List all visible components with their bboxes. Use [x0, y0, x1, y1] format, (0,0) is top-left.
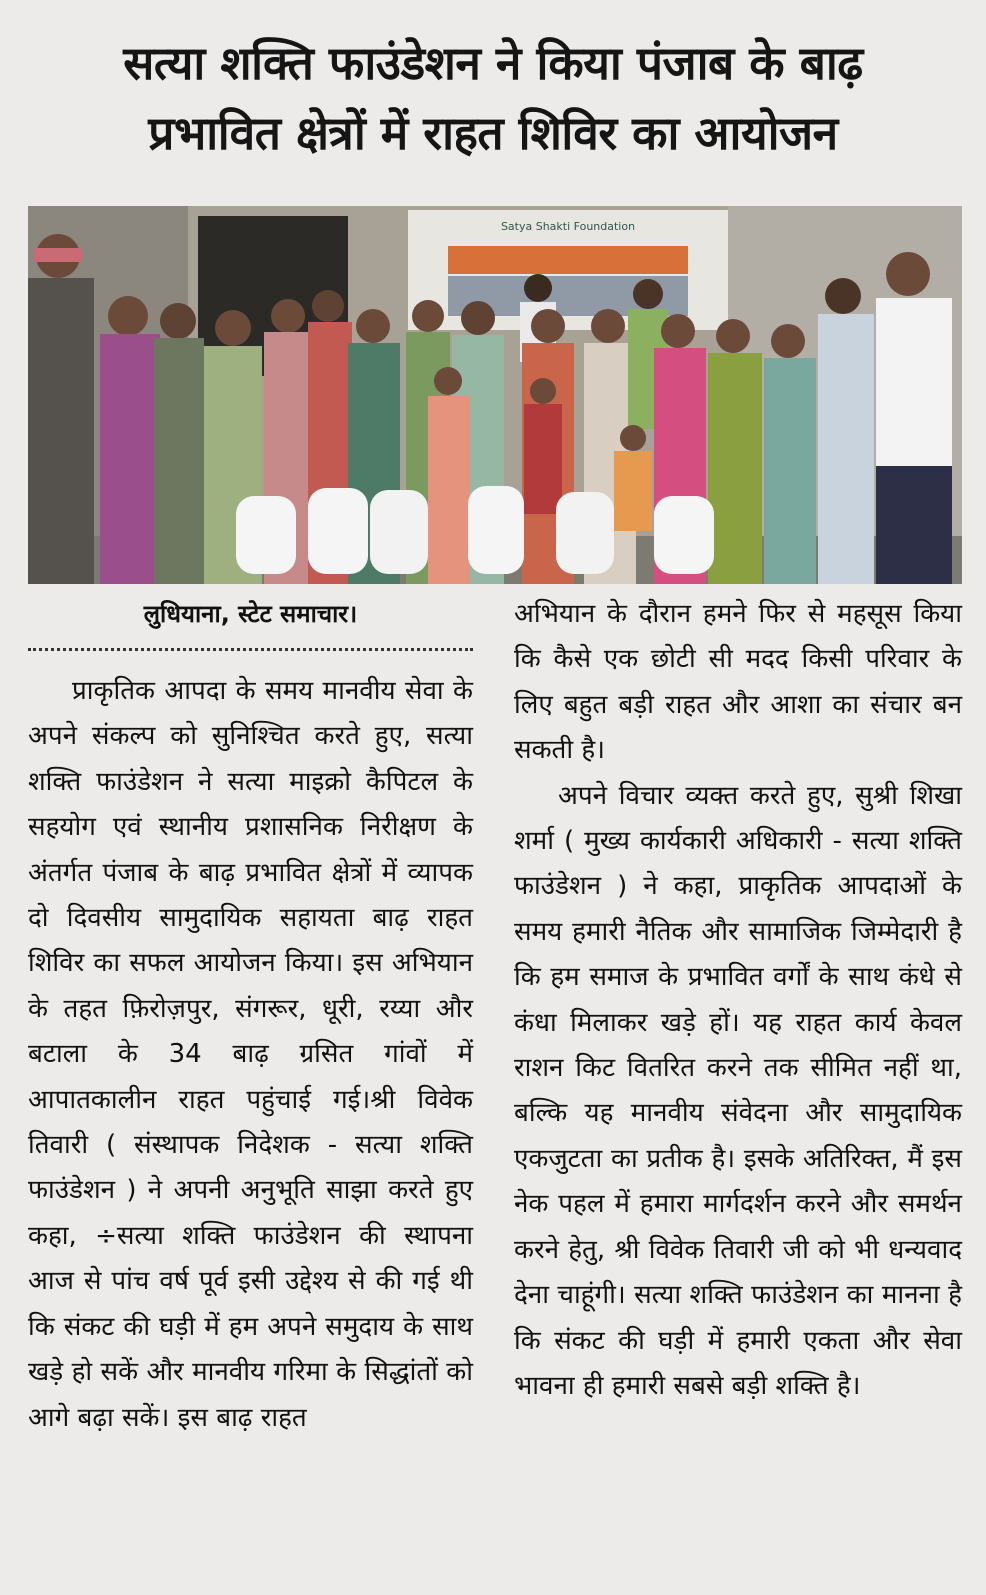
headline-line-2: प्रभावित क्षेत्रों में राहत शिविर का आयोजन — [148, 106, 838, 160]
headline-line-1: सत्या शक्ति फाउंडेशन ने किया पंजाब के बाढ़ — [123, 36, 863, 90]
banner-text: Satya Shakti Foundation — [500, 220, 636, 233]
dateline: लुधियाना, स्टेट समाचार। — [143, 600, 358, 628]
article-paragraph-2: अभियान के दौरान हमने फिर से महसूस किया कि कैसे एक छोटी सी मदद किसी परिवार के लिए बहुत बड़ी राहत और आशा का संचार बन सकती है। — [514, 599, 962, 766]
relief-camp-photo-illustration — [28, 206, 962, 584]
dotted-divider — [28, 648, 473, 651]
headline — [20, 28, 966, 168]
news-photo — [28, 206, 962, 584]
article-paragraph-1: प्राकृतिक आपदा के समय मानवीय सेवा के अपने संकल्प को सुनिश्चित करते हुए, सत्या शक्ति फाउंडेशन ने सत्या माइक्रो कैपिटल के सहयोग एवं स्थानीय प्रशासनिक निरीक्षण के अंतर्गत पंजाब के बाढ़ प्रभावित क्षेत्रों में व्यापक दो दिवसीय सामुदायिक सहायता बाढ़ राहत शिविर का सफल आयोजन किया। इस अभियान के तहत फ़िरोज़पुर, संगरूर, धूरी, रय्या और बटाला के 34 बाढ़ ग्रसित गांवों में आपातकालीन राहत पहुंचाई गई।श्री विवेक तिवारी ( संस्थापक निदेशक - सत्या शक्ति फाउंडेशन ) ने अपनी अनुभूति साझा करते हुए कहा, ÷सत्या शक्ति फाउंडेशन की स्थापना आज से पांच वर्ष पूर्व इसी उद्देश्य से की गई थी कि संकट की घड़ी में हम अपने समुदाय के साथ खड़े हो सकें और मानवीय गरिमा के सिद्धांतों को आगे बढ़ा सकें। इस बाढ़ राहत — [28, 676, 473, 1433]
article-column-left — [28, 592, 473, 1441]
article-paragraph-3: अपने विचार व्यक्त करते हुए, सुश्री शिखा शर्मा ( मुख्य कार्यकारी अधिकारी - सत्या शक्ति फाउंडेशन ) ने कहा, प्राकृतिक आपदाओं के समय हमारी नैतिक और सामाजिक जिम्मेदारी है कि हम समाज के प्रभावित वर्गों के साथ कंधे से कंधा मिलाकर खड़े हों। यह राहत कार्य केवल राशन किट वितरित करने तक सीमित नहीं था, बल्कि यह मानवीय संवेदना और सामुदायिक एकजुटता का प्रतीक है। इसके अतिरिक्त, मैं इस नेक पहल में हमारा मार्गदर्शन करने और समर्थन करने हेतु, श्री विवेक तिवारी जी को भी धन्यवाद देना चाहूंगी। सत्या शक्ति फाउंडेशन का मानना है कि संकट की घड़ी में हमारी एकता और सेवा भावना ही हमारी सबसे बड़ी शक्ति है। — [514, 780, 962, 1401]
article-column-right — [514, 592, 962, 1409]
